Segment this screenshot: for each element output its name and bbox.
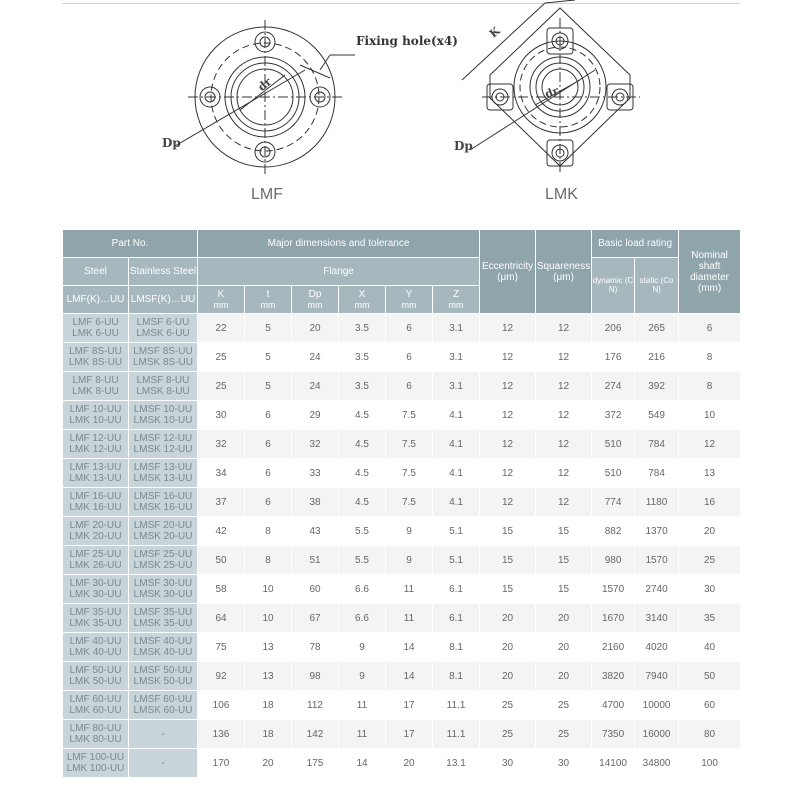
lmk-k-label: K [486,24,503,41]
cell-stainless-part: LMSF 60-UU LMSK 60-UU [129,691,198,720]
table-row [63,633,741,662]
cell-sq: 30 [536,749,592,778]
cell-k: 106 [198,691,245,720]
cell-k: 50 [198,546,245,575]
cell-sta: 1570 [635,546,679,575]
cell-y: 9 [386,546,433,575]
cell-sq: 12 [536,430,592,459]
table-row [63,720,741,749]
cell-dyn: 372 [592,401,635,430]
cell-sq: 15 [536,575,592,604]
table-row [63,662,741,691]
cell-z: 8.1 [433,662,480,691]
cell-dyn: 1670 [592,604,635,633]
cell-t: 6 [245,459,292,488]
spec-table [62,229,741,778]
cell-sq: 15 [536,546,592,575]
cell-sq: 20 [536,604,592,633]
header-y: Y mm [386,286,433,314]
cell-sta: 1370 [635,517,679,546]
cell-t: 13 [245,633,292,662]
lmk-label: LMK [545,186,578,203]
cell-y: 11 [386,575,433,604]
cell-dyn: 980 [592,546,635,575]
cell-z: 13.1 [433,749,480,778]
cell-dp: 33 [292,459,339,488]
cell-y: 7.5 [386,488,433,517]
cell-x: 6.6 [339,575,386,604]
cell-x: 11 [339,720,386,749]
cell-sta: 4020 [635,633,679,662]
header-squareness: Squareness (μm) [536,230,592,314]
cell-z: 3.1 [433,372,480,401]
table-row [63,488,741,517]
cell-stainless-part: LMSF 30-UU LMSK 30-UU [129,575,198,604]
cell-y: 17 [386,691,433,720]
cell-sq: 25 [536,720,592,749]
cell-shaft: 40 [679,633,741,662]
cell-k: 25 [198,343,245,372]
cell-stainless-part: LMSF 6-UU LMSK 6-UU [129,314,198,343]
cell-t: 5 [245,372,292,401]
cell-k: 34 [198,459,245,488]
cell-x: 3.5 [339,314,386,343]
cell-dyn: 2160 [592,633,635,662]
cell-sta: 2740 [635,575,679,604]
cell-stainless-part: LMSF 50-UU LMSK 50-UU [129,662,198,691]
cell-ecc: 12 [480,430,536,459]
header-static: static (Co N) [635,258,679,314]
cell-z: 6.1 [433,604,480,633]
cell-z: 5.1 [433,546,480,575]
cell-shaft: 25 [679,546,741,575]
header-nominal-shaft: Nominal shaft diameter (mm) [679,230,741,314]
cell-shaft: 35 [679,604,741,633]
cell-dyn: 14100 [592,749,635,778]
cell-steel-part: LMF 6-UU LMK 6-UU [63,314,129,343]
header-t: t mm [245,286,292,314]
cell-ecc: 15 [480,546,536,575]
header-steel-code: LMF(K)…UU [63,286,129,314]
cell-dp: 20 [292,314,339,343]
cell-dp: 98 [292,662,339,691]
header-steel: Steel [63,258,129,286]
cell-dp: 43 [292,517,339,546]
cell-shaft: 12 [679,430,741,459]
cell-x: 11 [339,691,386,720]
cell-sta: 16000 [635,720,679,749]
cell-stainless-part: LMSF 16-UU LMSK 16-UU [129,488,198,517]
cell-y: 7.5 [386,430,433,459]
cell-steel-part: LMF 30-UU LMK 30-UU [63,575,129,604]
cell-x: 9 [339,633,386,662]
cell-y: 6 [386,314,433,343]
cell-z: 11.1 [433,691,480,720]
cell-sta: 265 [635,314,679,343]
cell-steel-part: LMF 25-UU LMK 26-UU [63,546,129,575]
cell-steel-part: LMF 50-UU LMK 50-UU [63,662,129,691]
cell-t: 5 [245,314,292,343]
cell-k: 75 [198,633,245,662]
cell-dp: 78 [292,633,339,662]
cell-ecc: 12 [480,401,536,430]
header-basic-load: Basic load rating [592,230,679,258]
cell-ecc: 12 [480,459,536,488]
cell-x: 5.5 [339,546,386,575]
cell-sta: 7940 [635,662,679,691]
cell-t: 5 [245,343,292,372]
cell-ecc: 25 [480,691,536,720]
table-row [63,314,741,343]
cell-z: 11.1 [433,720,480,749]
cell-x: 3.5 [339,372,386,401]
cell-k: 136 [198,720,245,749]
cell-dp: 32 [292,430,339,459]
cell-dyn: 4700 [592,691,635,720]
cell-t: 6 [245,401,292,430]
spec-table-body [63,314,741,778]
cell-stainless-part: LMSF 12-UU LMSK 12-UU [129,430,198,459]
cell-sta: 34800 [635,749,679,778]
cell-sq: 12 [536,401,592,430]
cell-ecc: 20 [480,604,536,633]
cell-z: 4.1 [433,488,480,517]
table-row [63,691,741,720]
cell-shaft: 10 [679,401,741,430]
cell-shaft: 80 [679,720,741,749]
cell-shaft: 50 [679,662,741,691]
cell-t: 8 [245,546,292,575]
cell-y: 14 [386,662,433,691]
cell-z: 4.1 [433,459,480,488]
cell-k: 170 [198,749,245,778]
cell-k: 25 [198,372,245,401]
cell-stainless-part: LMSF 40-UU LMSK 40-UU [129,633,198,662]
cell-sta: 784 [635,459,679,488]
cell-shaft: 20 [679,517,741,546]
cell-x: 4.5 [339,459,386,488]
cell-y: 7.5 [386,401,433,430]
cell-k: 42 [198,517,245,546]
cell-stainless-part: LMSF 25-UU LMSK 25-UU [129,546,198,575]
cell-sq: 12 [536,343,592,372]
table-row [63,343,741,372]
cell-steel-part: LMF 13-UU LMK 13-UU [63,459,129,488]
cell-stainless-part: LMSF 8S-UU LMSK 8S-UU [129,343,198,372]
cell-steel-part: LMF 40-UU LMK 40-UU [63,633,129,662]
cell-shaft: 8 [679,343,741,372]
cell-sq: 20 [536,633,592,662]
cell-z: 4.1 [433,430,480,459]
cell-z: 8.1 [433,633,480,662]
table-row [63,372,741,401]
cell-dyn: 206 [592,314,635,343]
cell-shaft: 13 [679,459,741,488]
fixing-hole-label: Fixing hole(x4) [356,34,458,48]
cell-stainless-part: LMSF 10-UU LMSK 10-UU [129,401,198,430]
lmk-dr-label: dr [543,84,561,101]
cell-x: 6.6 [339,604,386,633]
cell-t: 8 [245,517,292,546]
cell-stainless-part: LMSF 35-UU LMSK 35-UU [129,604,198,633]
cell-dyn: 510 [592,430,635,459]
cell-sq: 20 [536,662,592,691]
cell-dyn: 274 [592,372,635,401]
cell-steel-part: LMF 80-UU LMK 80-UU [63,720,129,749]
cell-dp: 24 [292,343,339,372]
cell-t: 10 [245,575,292,604]
cell-sta: 10000 [635,691,679,720]
cell-dp: 60 [292,575,339,604]
cell-y: 7.5 [386,459,433,488]
cell-k: 30 [198,401,245,430]
cell-sq: 25 [536,691,592,720]
cell-ecc: 12 [480,372,536,401]
cell-k: 64 [198,604,245,633]
cell-shaft: 16 [679,488,741,517]
cell-ecc: 25 [480,720,536,749]
cell-dp: 29 [292,401,339,430]
table-row [63,749,741,778]
cell-y: 6 [386,372,433,401]
cell-ecc: 12 [480,314,536,343]
cell-ecc: 20 [480,662,536,691]
cell-z: 3.1 [433,314,480,343]
cell-ecc: 20 [480,633,536,662]
cell-ecc: 12 [480,343,536,372]
cell-steel-part: LMF 60-UU LMK 60-UU [63,691,129,720]
table-row [63,459,741,488]
header-z: Z mm [433,286,480,314]
cell-sq: 12 [536,488,592,517]
cell-y: 9 [386,517,433,546]
cell-t: 6 [245,488,292,517]
cell-t: 18 [245,720,292,749]
cell-dyn: 7350 [592,720,635,749]
lmf-dp-label: Dp [162,136,181,150]
cell-dp: 24 [292,372,339,401]
cell-sta: 392 [635,372,679,401]
cell-k: 92 [198,662,245,691]
cell-t: 18 [245,691,292,720]
header-x: X mm [339,286,386,314]
header-major-dimensions: Major dimensions and tolerance [198,230,480,258]
cell-sta: 784 [635,430,679,459]
cell-x: 4.5 [339,488,386,517]
cell-k: 22 [198,314,245,343]
table-row [63,401,741,430]
cell-sta: 1180 [635,488,679,517]
cell-sq: 12 [536,459,592,488]
cell-dp: 67 [292,604,339,633]
cell-steel-part: LMF 16-UU LMK 16-UU [63,488,129,517]
cell-sta: 216 [635,343,679,372]
cell-dp: 175 [292,749,339,778]
cell-k: 37 [198,488,245,517]
cell-x: 4.5 [339,430,386,459]
cell-y: 14 [386,633,433,662]
table-row [63,604,741,633]
cell-x: 5.5 [339,517,386,546]
cell-y: 17 [386,720,433,749]
cell-sq: 15 [536,517,592,546]
lmf-drawing [0,0,800,215]
header-part-no: Part No. [63,230,198,258]
header-flange: Flange [198,258,480,286]
cell-stainless-part: LMSF 8-UU LMSK 8-UU [129,372,198,401]
cell-stainless-part: - [129,720,198,749]
header-stainless-code: LMSF(K)…UU [129,286,198,314]
cell-dyn: 510 [592,459,635,488]
cell-steel-part: LMF 12-UU LMK 12-UU [63,430,129,459]
cell-k: 32 [198,430,245,459]
cell-y: 6 [386,343,433,372]
cell-shaft: 8 [679,372,741,401]
cell-ecc: 30 [480,749,536,778]
cell-steel-part: LMF 100-UU LMK 100-UU [63,749,129,778]
cell-t: 10 [245,604,292,633]
cell-sq: 12 [536,372,592,401]
technical-drawings [0,0,800,215]
cell-ecc: 12 [480,488,536,517]
header-dp: Dp mm [292,286,339,314]
cell-sq: 12 [536,314,592,343]
header-stainless: Stainless Steel [129,258,198,286]
cell-stainless-part: - [129,749,198,778]
table-row [63,517,741,546]
cell-t: 13 [245,662,292,691]
cell-sta: 549 [635,401,679,430]
cell-dyn: 1570 [592,575,635,604]
cell-y: 11 [386,604,433,633]
cell-dp: 38 [292,488,339,517]
table-row [63,546,741,575]
cell-dyn: 882 [592,517,635,546]
cell-z: 4.1 [433,401,480,430]
cell-dp: 112 [292,691,339,720]
cell-dyn: 176 [592,343,635,372]
lmf-label: LMF [251,186,283,203]
cell-x: 4.5 [339,401,386,430]
cell-x: 3.5 [339,343,386,372]
cell-shaft: 100 [679,749,741,778]
cell-z: 6.1 [433,575,480,604]
cell-t: 20 [245,749,292,778]
cell-dp: 51 [292,546,339,575]
cell-dp: 142 [292,720,339,749]
table-row [63,430,741,459]
cell-dyn: 774 [592,488,635,517]
lmf-dr-label: dr [255,75,275,94]
cell-z: 3.1 [433,343,480,372]
cell-steel-part: LMF 8S-UU LMK 8S-UU [63,343,129,372]
cell-stainless-part: LMSF 13-UU LMSK 13-UU [129,459,198,488]
cell-y: 20 [386,749,433,778]
table-row [63,575,741,604]
header-k: K mm [198,286,245,314]
cell-k: 58 [198,575,245,604]
cell-sta: 3140 [635,604,679,633]
cell-stainless-part: LMSF 20-UU LMSK 20-UU [129,517,198,546]
header-eccentricity: Eccentricity (μm) [480,230,536,314]
cell-shaft: 30 [679,575,741,604]
cell-steel-part: LMF 35-UU LMK 35-UU [63,604,129,633]
cell-steel-part: LMF 8-UU LMK 8-UU [63,372,129,401]
cell-shaft: 6 [679,314,741,343]
cell-x: 14 [339,749,386,778]
cell-ecc: 15 [480,517,536,546]
cell-z: 5.1 [433,517,480,546]
cell-steel-part: LMF 10-UU LMK 10-UU [63,401,129,430]
cell-x: 9 [339,662,386,691]
cell-shaft: 60 [679,691,741,720]
cell-steel-part: LMF 20-UU LMK 20-UU [63,517,129,546]
header-dynamic: dynamic (C N) [592,258,635,314]
cell-ecc: 15 [480,575,536,604]
lmk-dp-label: Dp [454,139,473,153]
cell-dyn: 3820 [592,662,635,691]
cell-t: 6 [245,430,292,459]
